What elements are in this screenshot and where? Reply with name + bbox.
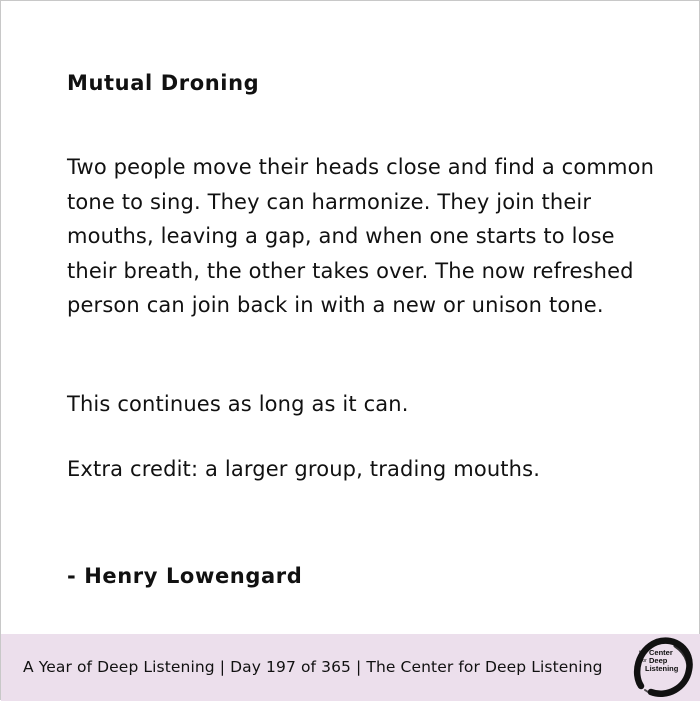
logo-text-listening: Listening [645, 664, 679, 673]
author-attribution: - Henry Lowengard [67, 564, 303, 588]
center-for-deep-listening-logo [631, 636, 695, 700]
logo-text-center: Center [649, 648, 673, 657]
paragraph-continuation: This continues as long as it can. [67, 392, 409, 416]
logo-text-the: the [639, 650, 646, 656]
footer-bar [1, 634, 700, 701]
paragraph-extra-credit: Extra credit: a larger group, trading mouths. [67, 457, 541, 481]
logo-text-deep: Deep [649, 656, 668, 665]
logo-text-for: for [641, 658, 647, 664]
footer-caption: A Year of Deep Listening | Day 197 of 365 | The Center for Deep Listening [23, 658, 603, 676]
page-title: Mutual Droning [67, 71, 260, 95]
paragraph-instructions: Two people move their heads close and find a common tone to sing. They can harmonize. They join their mouths, leaving a gap, and when one starts to lose their breath, the other takes over. The now refreshed person can join back in with a new or unison tone. [67, 155, 655, 317]
